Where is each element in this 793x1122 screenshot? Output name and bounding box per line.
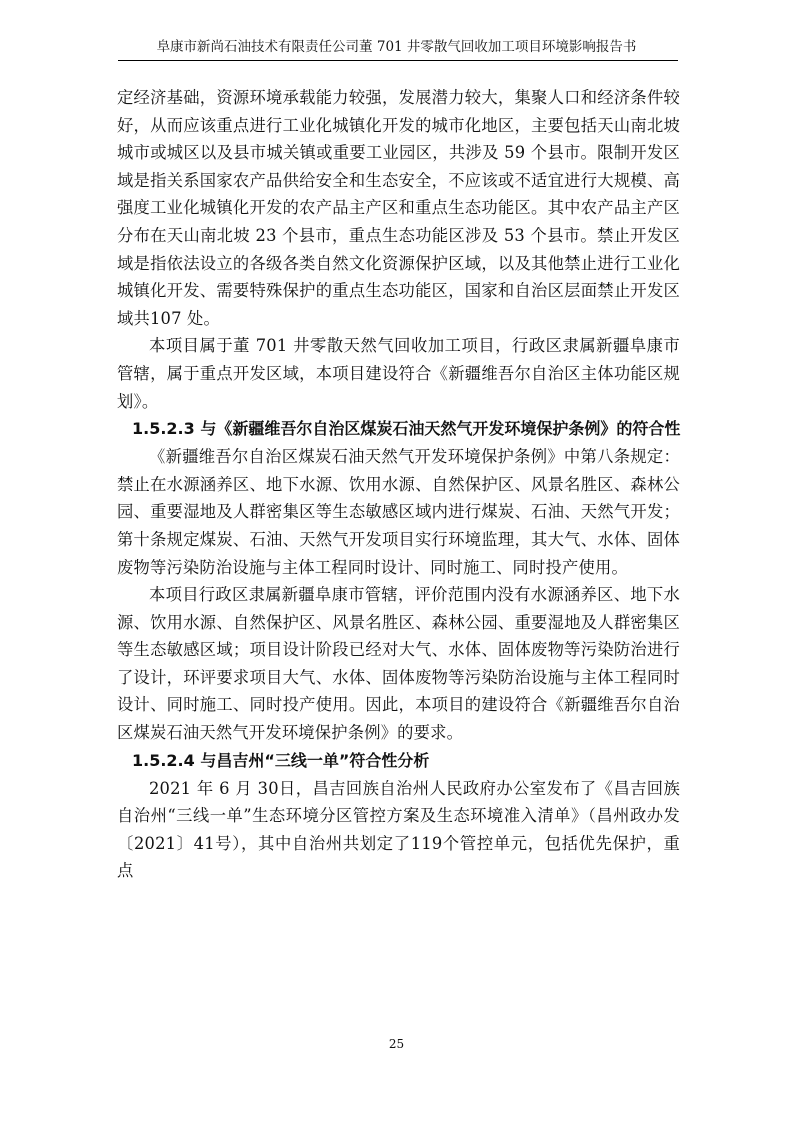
section-heading-1-5-2-3: 1.5.2.3 与《新疆维吾尔自治区煤炭石油天然气开发环境保护条例》的符合性 <box>132 419 681 439</box>
page-number: 25 <box>388 1037 405 1051</box>
section-heading-1-5-2-4: 1.5.2.4 与昌吉州“三线一单”符合性分析 <box>132 750 430 770</box>
paragraph-regulation-compliance: 本项目行政区隶属新疆阜康市管辖，评价范围内没有水源涵养区、地下水源、饮用水源、自然保护区、风景名胜区、森林公园、重要湿地及人群密集区等生态敏感区域；项目设计阶段已经对大气、水体、固体废物等污染防治进行了设计，环评要求项目大气、水体、固体废物等污染防治设施与主体工程同时设计、同时施工、同时投产使用。因此，本项目的建设符合《新疆维吾尔自治区煤炭石油天然气开发环境保护条例》的要求。 <box>117 585 680 743</box>
paragraph-development-zones: 定经济基础，资源环境承载能力较强，发展潜力较大，集聚人口和经济条件较好，从而应该重点进行工业化城镇化开发的城市化地区，主要包括天山南北坡城市或城区以及县市城关镇或重要工业园区，共涉及 59 个县市。限制开发区域是指关系国家农产品供给安全和生态安全，不应该或不适宜进行大规模、高强度工业化城镇化开发的农产品主产区和重点生态功能区。其中农产品主产区分布在天山南北坡 23 个县市，重点生态功能区涉及 53 个县市。禁止开发区域是指依法设立的各级各类自然文化资源保护区域，以及其他禁止进行工业化城镇化开发、需要特殊保护的重点生态功能区，国家和自治区层面禁止开发区域共107 处。 <box>117 88 680 328</box>
running-header: 阜康市新尚石油技术有限责任公司董 701 井零散气回收加工项目环境影响报告书 <box>156 39 637 55</box>
paragraph-project-zone-compliance: 本项目属于董 701 井零散天然气回收加工项目，行政区隶属新疆阜康市管辖，属于重点开发区域，本项目建设符合《新疆维吾尔自治区主体功能区规划》。 <box>117 336 680 411</box>
paragraph-three-lines-one-list: 2021 年 6 月 30日，昌吉回族自治州人民政府办公室发布了《昌吉回族自治州“三线一单”生态环境分区管控方案及生态环境准入清单》（昌州政办发〔2021〕41号），其中自治州共划定了119个管控单元，包括优先保护，重点 <box>117 778 680 881</box>
paragraph-regulation-provisions: 《新疆维吾尔自治区煤炭石油天然气开发环境保护条例》中第八条规定：禁止在水源涵养区、地下水源、饮用水源、自然保护区、风景名胜区、森林公园、重要湿地及人群密集区等生态敏感区域内进行煤炭、石油、天然气开发；第十条规定煤炭、石油、天然气开发项目实行环境监理，其大气、水体、固体废物等污染防治设施与主体工程同时设计、同时施工、同时投产使用。 <box>117 447 680 577</box>
header-divider <box>118 60 678 61</box>
document-body <box>117 84 680 885</box>
